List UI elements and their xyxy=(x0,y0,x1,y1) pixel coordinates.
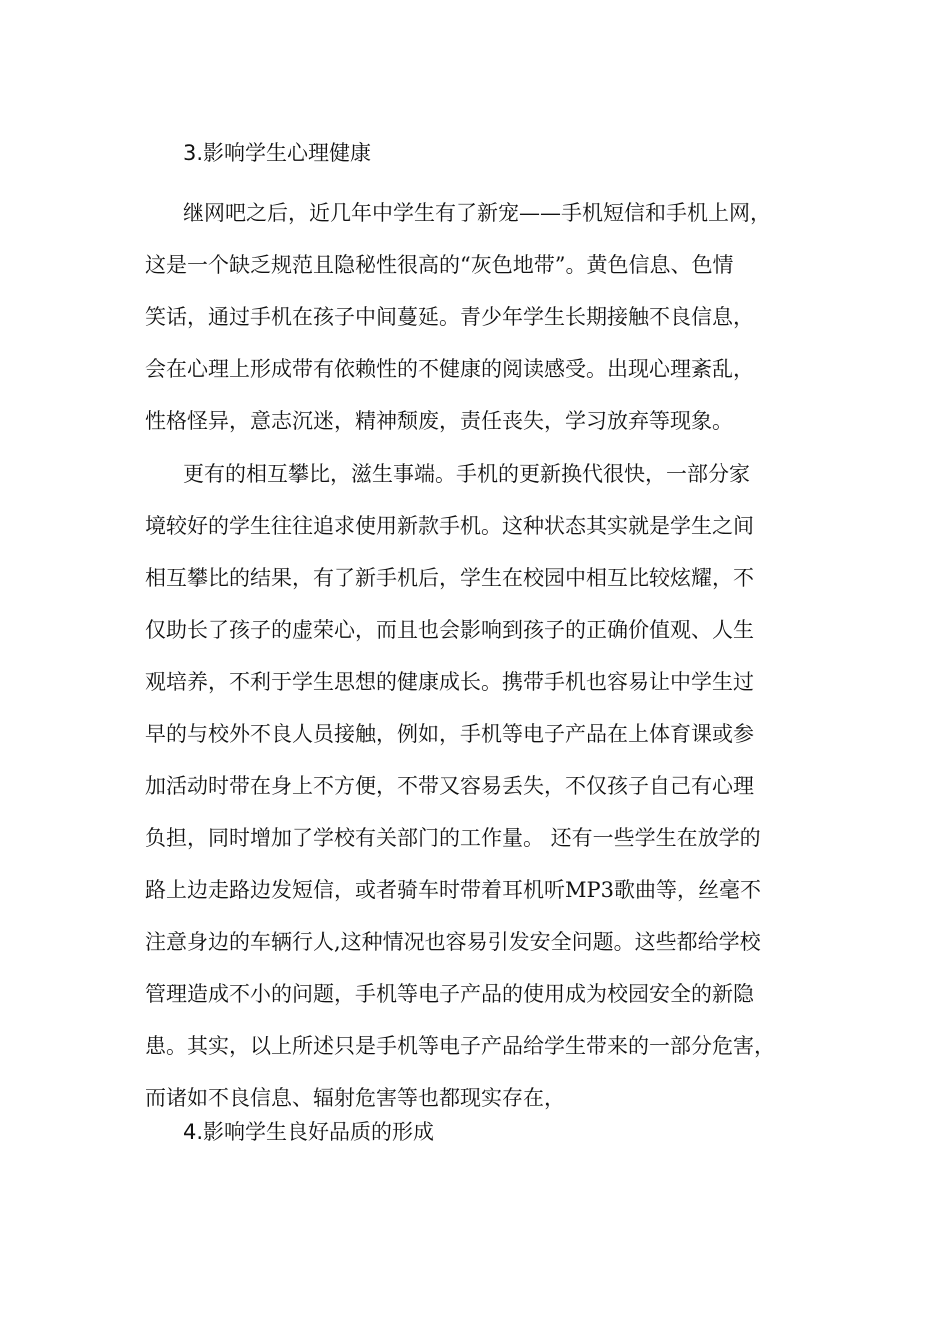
paragraph-line: 加活动时带在身上不方便，不带又容易丢失，不仅孩子自己有心理 xyxy=(145,774,754,798)
paragraph-line: 这是一个缺乏规范且隐秘性很高的“灰色地带”。黄色信息、色情 xyxy=(145,253,734,277)
paragraph-line: 会在心理上形成带有依赖性的不健康的阅读感受。出现心理紊乱， xyxy=(145,357,754,381)
section-heading-3: 3.影响学生心理健康 xyxy=(183,141,372,165)
paragraph-line: 更有的相互攀比，滋生事端。手机的更新换代很快，一部分家 xyxy=(183,462,750,486)
paragraph-line: 性格怪异，意志沉迷，精神颓废，责任丧失，学习放弃等现象。 xyxy=(145,409,733,433)
paragraph-line: 相互攀比的结果，有了新手机后，学生在校园中相互比较炫耀，不 xyxy=(145,566,754,590)
paragraph-line: 负担，同时增加了学校有关部门的工作量。 还有一些学生在放学的 xyxy=(145,826,761,850)
paragraph-line: 笑话，通过手机在孩子中间蔓延。青少年学生长期接触不良信息， xyxy=(145,305,754,329)
paragraph-line: 路上边走路边发短信，或者骑车时带着耳机听MP3歌曲等，丝毫不 xyxy=(145,878,761,902)
paragraph-line: 境较好的学生往往追求使用新款手机。这种状态其实就是学生之间 xyxy=(145,514,754,538)
paragraph-line: 观培养，不利于学生思想的健康成长。携带手机也容易让中学生过 xyxy=(145,670,754,694)
section-heading-4: 4.影响学生良好品质的形成 xyxy=(183,1120,435,1144)
paragraph-line: 管理造成不小的问题，手机等电子产品的使用成为校园安全的新隐 xyxy=(145,982,754,1006)
paragraph-line: 早的与校外不良人员接触，例如，手机等电子产品在上体育课或参 xyxy=(145,722,754,746)
paragraph-line: 患。其实，以上所述只是手机等电子产品给学生带来的一部分危害， xyxy=(145,1034,775,1058)
paragraph-line: 继网吧之后，近几年中学生有了新宠——手机短信和手机上网， xyxy=(183,201,771,225)
paragraph-line: 而诸如不良信息、辐射危害等也都现实存在， xyxy=(145,1086,565,1110)
paragraph-line: 仅助长了孩子的虚荣心，而且也会影响到孩子的正确价值观、人生 xyxy=(145,618,754,642)
paragraph-line: 注意身边的车辆行人,这种情况也容易引发安全问题。这些都给学校 xyxy=(145,930,761,954)
